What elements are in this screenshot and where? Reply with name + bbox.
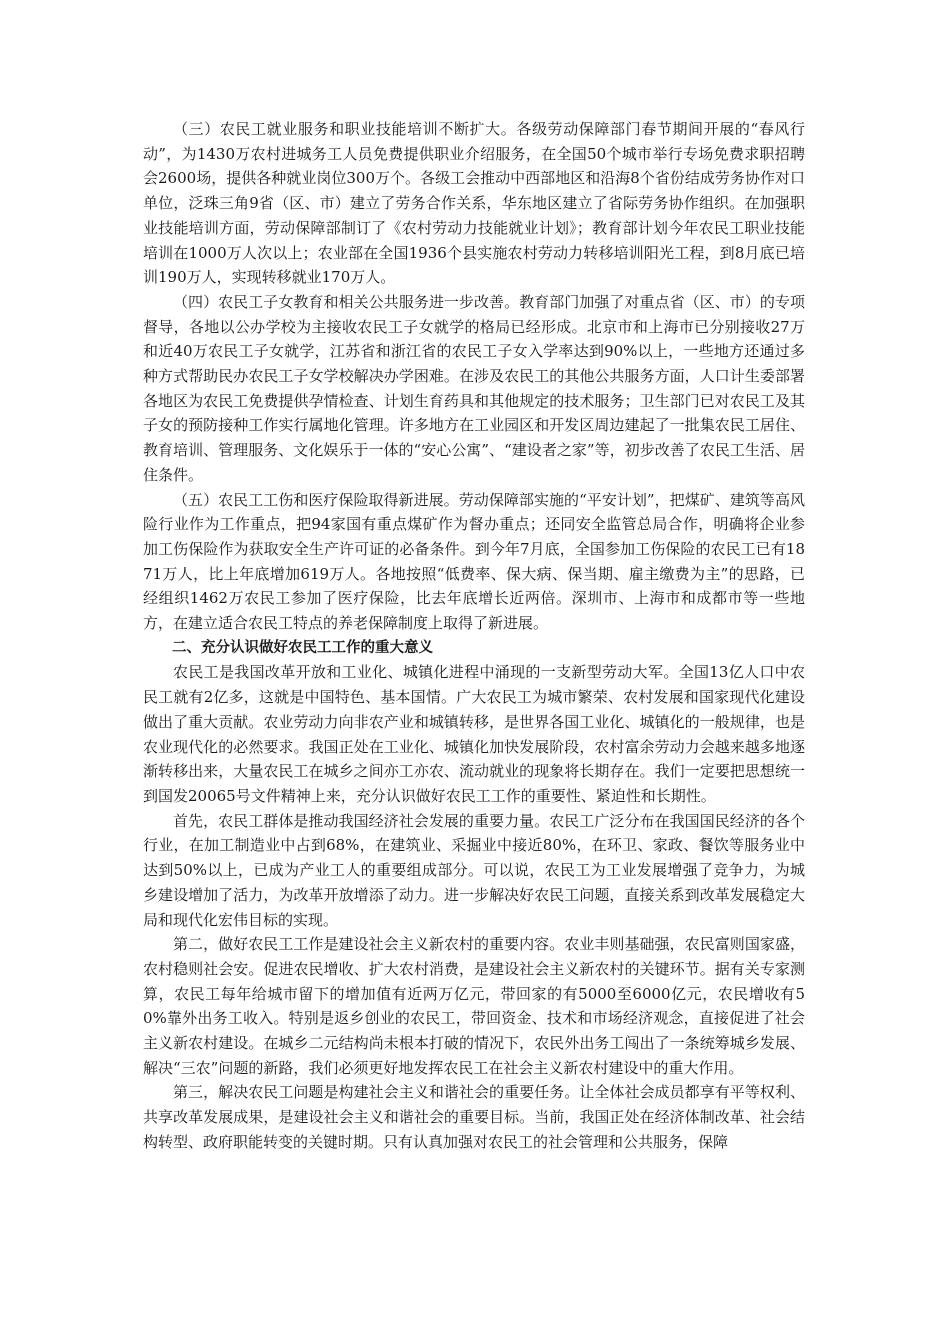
paragraph-first-point: 首先，农民工群体是推动我国经济社会发展的重要力量。农民工广泛分布在我国国民经济的各个行业，在加工制造业中占到68%，在建筑业、采掘业中接近80%，在环卫、家政、餐饮等服务业中达到50%以上，已成为产业工人的重要组成部分。可以说，农民工为工业发展增强了竞争力，为城乡建设增加了活力，为改革开放增添了动力。进一步解决好农民工问题，直接关系到改革发展稳定大局和现代化宏伟目标的实现。 [143,811,805,929]
paragraph-employment-training: （三）农民工就业服务和职业技能培训不断扩大。各级劳动保障部门春节期间开展的“春风行动”，为1430万农村进城务工人员免费提供职业介绍服务，在全国50个城市举行专场免费求职招聘会2600场，提供各种就业岗位300万个。各级工会推动中西部地区和沿海8个省份结成劳务协作对口单位，泛珠三角9省（区、市）建立了劳务合作关系，华东地区建立了省际劳务协作组织。在加强职业技能培训方面，劳动保障部制订了《农村劳动力技能就业计划》；教育部计划今年农民工职业技能培训在1000万人次以上；农业部在全国1936个县实施农村劳动力转移培训阳光工程，到8月底已培训190万人，实现转移就业170万人。 [143,120,805,287]
paragraph-third-point: 第三，解决农民工问题是构建社会主义和谐社会的重要任务。让全体社会成员都享有平等权利、共享改革发展成果，是建设社会主义和谐社会的重要目标。当前，我国正处在经济体制改革、社会结构转型、政府职能转变的关键时期。只有认真加强对农民工的社会管理和公共服务，保障 [143,1083,805,1151]
document-body [143,117,805,1155]
paragraph-children-education: （四）农民工子女教育和相关公共服务进一步改善。教育部门加强了对重点省（区、市）的专项督导，各地以公办学校为主接收农民工子女就学的格局已经形成。北京市和上海市已分别接收27万和近40万农民工子女就学，江苏省和浙江省的农民工子女入学率达到90%以上，一些地方还通过多种方式帮助民办农民工子女学校解决办学困难。在涉及农民工的其他公共服务方面，人口计生委部署各地区为农民工免费提供孕情检查、计划生育药具和其他规定的技术服务；卫生部门已对农民工及其子女的预防接种工作实行属地化管理。许多地方在工业园区和开发区周边建起了一批集农民工居住、教育培训、管理服务、文化娱乐于一体的“安心公寓”、“建设者之家”等，初步改善了农民工生活、居住条件。 [143,292,805,484]
paragraph-migrant-workers-overview: 农民工是我国改革开放和工业化、城镇化进程中涌现的一支新型劳动大军。全国13亿人口中农民工就有2亿多，这就是中国特色、基本国情。广大农民工为城市繁荣、农村发展和国家现代化建设做出了重大贡献。农业劳动力向非农产业和城镇转移，是世界各国工业化、城镇化的一般规律，也是农业现代化的必然要求。我国正处在工业化、城镇化加快发展阶段，农村富余劳动力会越来越多地逐渐转移出来，大量农民工在城乡之间亦工亦农、流动就业的现象将长期存在。我们一定要把思想统一到国发20065号文件精神上来，充分认识做好农民工工作的重要性、紧迫性和长期性。 [143,663,805,805]
section-heading: 二、充分认识做好农民工工作的重大意义 [172,639,433,656]
paragraph-second-point: 第二，做好农民工工作是建设社会主义新农村的重要内容。农业丰则基础强，农民富则国家盛，农村稳则社会安。促进农民增收、扩大农村消费，是建设社会主义新农村的关键环节。据有关专家测算，农民工每年给城市留下的增加值有近两万亿元，带回家的有5000至6000亿元，农民增收有50%靠外出务工收入。特别是返乡创业的农民工，带回资金、技术和市场经济观念，直接促进了社会主义新农村建设。在城乡二元结构尚未根本打破的情况下，农民外出务工闯出了一条统筹城乡发展、解决“三农”问题的新路，我们必须更好地发挥农民工在社会主义新农村建设中的重大作用。 [143,935,805,1077]
paragraph-injury-medical-insurance: （五）农民工工伤和医疗保险取得新进展。劳动保障部实施的“平安计划”，把煤矿、建筑等高风险行业作为工作重点，把94家国有重点煤矿作为督办重点；还同安全监管总局合作，明确将企业参加工伤保险作为获取安全生产许可证的必备条件。到今年7月底，全国参加工伤保险的农民工已有1871万人，比上年底增加619万人。各地按照“低费率、保大病、保当期、雇主缴费为主”的思路，已经组织1462万农民工参加了医疗保险，比去年底增长近两倍。深圳市、上海市和成都市等一些地方，在建立适合农民工特点的养老保障制度上取得了新进展。 [143,490,805,633]
